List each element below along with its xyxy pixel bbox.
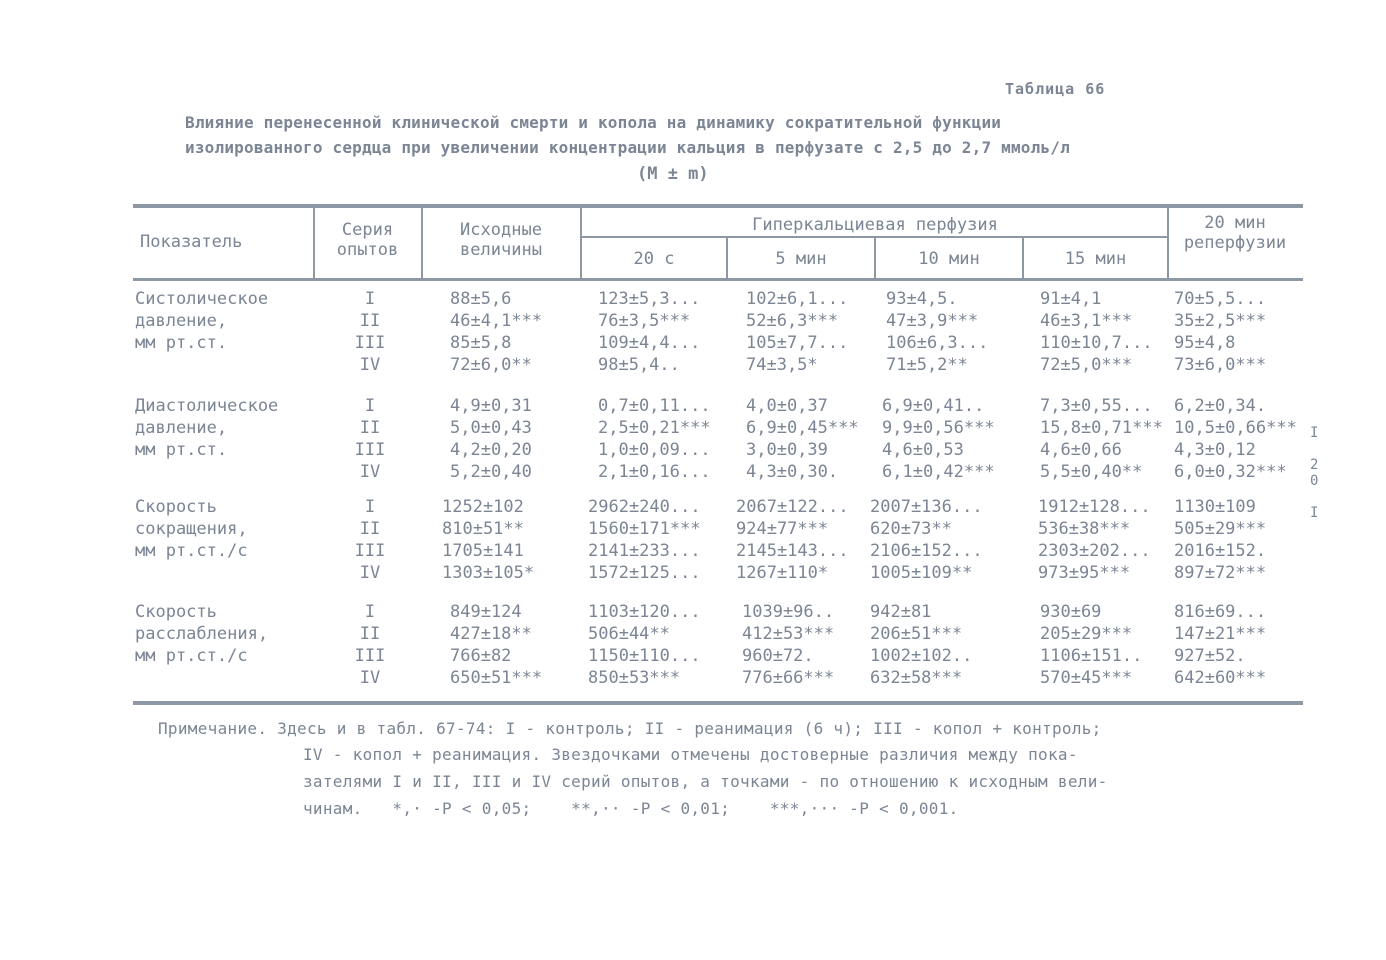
row-label: Скорость сокращения, мм рт.ст./с [135, 497, 248, 561]
values-15min: 1912±128... 536±38*** 2303±202... 973±95*** [1038, 497, 1151, 583]
row-label: Систолическое давление, мм рт.ст. [135, 289, 269, 353]
series-column: I II III IV [354, 289, 386, 375]
series-column: I II III IV [354, 602, 386, 688]
values-reperfusion: 6,2±0,34. 10,5±0,66*** 4,3±0,12 6,0±0,32*** [1174, 396, 1297, 482]
values-20s: 1103±120... 506±44** 1150±110... 850±53*** [588, 602, 701, 688]
values-reperfusion: 1130±109 505±29*** 2016±152. 897±72*** [1174, 497, 1267, 583]
header-reperfusion: 20 мин реперфузии [1183, 213, 1287, 253]
values-10min: 2007±136... 620±73** 2106±152... 1005±109** [870, 497, 983, 583]
initial-values: 1252±102 810±51** 1705±141 1303±105* [442, 497, 535, 583]
note-line1: Примечание. Здесь и в табл. 67-74: I - контроль; II - реанимация (6 ч); III - копол + контроль; [158, 719, 1102, 738]
header-series: Серия опытов [336, 220, 399, 260]
header-initial: Исходные величины [460, 220, 542, 260]
table-title-line3: (M ± m) [637, 164, 709, 184]
initial-values: 88±5,6 46±4,1*** 85±5,8 72±6,0** [450, 289, 543, 375]
values-5min: 4,0±0,37 6,9±0,45*** 3,0±0,39 4,3±0,30. [746, 396, 859, 482]
initial-values: 849±124 427±18** 766±82 650±51*** [450, 602, 543, 688]
values-5min: 1039±96.. 412±53*** 960±72. 776±66*** [742, 602, 835, 688]
values-reperfusion: 70±5,5... 35±2,5*** 95±4,8 73±6,0*** [1174, 289, 1267, 375]
row-label: Скорость расслабления, мм рт.ст./с [135, 602, 269, 666]
table-top-rule [133, 204, 1303, 208]
header-separator [313, 206, 315, 280]
values-10min: 942±81 206±51*** 1002±102.. 632±58*** [870, 602, 973, 688]
header-10min: 10 мин [918, 249, 980, 269]
values-5min: 102±6,1... 52±6,3*** 105±7,7... 74±3,5* [746, 289, 849, 375]
table-title-line1: Влияние перенесенной клинической смерти и копола на динамику сократительной функции [185, 113, 1002, 132]
values-5min: 2067±122... 924±77*** 2145±143... 1267±110* [736, 497, 849, 583]
header-separator [421, 206, 423, 280]
values-15min: 930±69 205±29*** 1106±151.. 570±45*** [1040, 602, 1143, 688]
header-bottom-rule [133, 278, 1303, 281]
header-5min: 5 мин [775, 249, 827, 269]
row-label: Диастолическое давление, мм рт.ст. [135, 396, 279, 460]
values-20s: 0,7±0,11... 2,5±0,21*** 1,0±0,09... 2,1±0,16... [598, 396, 711, 482]
note-line2: IV - копол + реанимация. Звездочками отмечены достоверные различия между пока- [303, 745, 1078, 764]
values-15min: 91±4,1 46±3,1*** 110±10,7... 72±5,0*** [1040, 289, 1153, 375]
header-hypercalcemic: Гиперкальциевая перфузия [752, 215, 998, 235]
header-15min: 15 мин [1064, 249, 1127, 269]
table-number: Таблица 66 [1005, 80, 1106, 98]
values-20s: 123±5,3... 76±3,5*** 109±4,4... 98±5,4.. [598, 289, 701, 375]
header-indicator: Показатель [140, 232, 243, 252]
header-separator [1167, 206, 1169, 280]
note-line4: чинам. *,· -P < 0,05; **,·· -P < 0,01; ***,··· -P < 0,001. [303, 799, 959, 818]
margin-mark: I 2 0 I [1310, 425, 1319, 521]
series-column: I II III IV [354, 396, 386, 482]
series-column: I II III IV [354, 497, 386, 583]
values-20s: 2962±240... 1560±171*** 2141±233... 1572±125... [588, 497, 701, 583]
values-15min: 7,3±0,55... 15,8±0,71*** 4,6±0,66 5,5±0,40** [1040, 396, 1163, 482]
header-20s: 20 с [633, 249, 675, 269]
table-title-line2: изолированного сердца при увеличении концентрации кальция в перфузате с 2,5 до 2,7 ммоль/л [185, 138, 1070, 157]
initial-values: 4,9±0,31 5,0±0,43 4,2±0,20 5,2±0,40 [450, 396, 532, 482]
values-10min: 93±4,5. 47±3,9*** 106±6,3... 71±5,2** [886, 289, 989, 375]
note-line3: зателями I и II, III и IV серий опытов, а точками - по отношению к исходным вели- [303, 772, 1108, 791]
values-10min: 6,9±0,41.. 9,9±0,56*** 4,6±0,53 6,1±0,42*** [882, 396, 995, 482]
table-bottom-rule [133, 701, 1303, 705]
values-reperfusion: 816±69... 147±21*** 927±52. 642±60*** [1174, 602, 1267, 688]
